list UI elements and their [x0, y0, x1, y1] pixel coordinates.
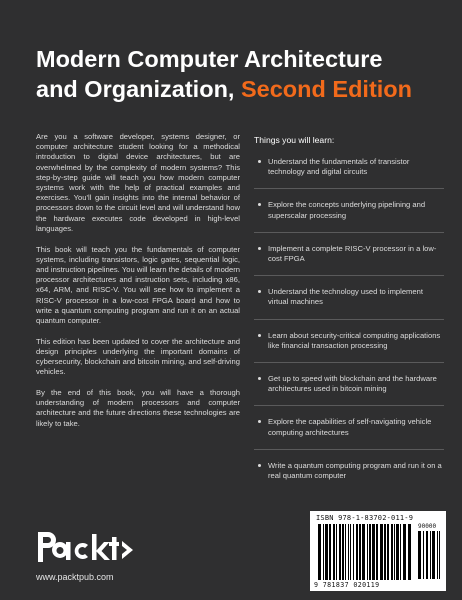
- isbn-label: ISBN 978-1-83702-011-9: [316, 514, 414, 522]
- learning-item: [254, 417, 444, 449]
- barcode-bar: [369, 524, 371, 580]
- barcode-bar: [329, 524, 331, 580]
- barcode-bar: [318, 524, 321, 580]
- barcode-bar: [336, 524, 337, 580]
- barcode-bar: [372, 524, 375, 580]
- price-addon-number: 90000: [418, 523, 437, 530]
- learning-item: [254, 287, 444, 319]
- barcode-bar: [350, 524, 351, 580]
- barcode-bar: [387, 524, 389, 580]
- barcode-bar: [356, 524, 358, 580]
- barcode-bar: [339, 524, 341, 580]
- barcode-bar: [333, 524, 335, 580]
- publisher-website[interactable]: www.packtpub.com: [36, 572, 114, 582]
- learning-item-text: Implement a complete RISC-V processor in a low-cost FPGA: [268, 243, 437, 264]
- barcode-bar: [342, 524, 344, 580]
- barcode-bar: [391, 524, 393, 580]
- bullet-icon: [258, 247, 261, 250]
- learning-item: [254, 331, 444, 363]
- learning-item-text: Understand the technology used to implement virtual machines: [268, 287, 423, 307]
- barcode-bar: [325, 524, 328, 580]
- barcode-bar: [362, 524, 365, 580]
- barcode-bar: [423, 531, 424, 579]
- description-paragraph: This book will teach you the fundamentals of computer systems, including transistors, logic gates, sequential logic, and instruction pipelines. You will learn the details of modern processor architectures and instruction sets, including x86, x64, ARM, and RISC-V. You will see how to implement a RISC-V processor in a low-cost FPGA board and how to write a quantum computing program and run it on an actual quantum computer.: [36, 244, 240, 325]
- ean-number: 9 781837 020119: [314, 581, 380, 589]
- barcode-bar: [367, 524, 368, 580]
- learning-item-text: Learn about security-critical computing applications like financial transaction processing: [268, 330, 441, 350]
- barcode-bar: [426, 531, 428, 579]
- learning-item-text: Write a quantum computing program and run it on a real quantum computer: [268, 460, 442, 481]
- barcode-bar: [348, 524, 349, 580]
- title-line-2: and Organization,: [36, 76, 241, 102]
- learning-item: [254, 461, 444, 492]
- description-paragraph: This edition has been updated to cover the architecture and design principles underlying the important domains of cybersecurity, blockchain and bitcoin mining, and self-driving vehicles.: [36, 336, 240, 377]
- learning-heading: Things you will learn:: [254, 135, 335, 145]
- learning-item-text: Explore the concepts underlying pipelining and superscalar processing: [268, 200, 426, 220]
- packt-logo-icon: [36, 528, 136, 568]
- bullet-icon: [258, 464, 261, 467]
- learning-item: [254, 374, 444, 406]
- learning-outcomes: [254, 135, 444, 503]
- addon-barcode-bars: [418, 531, 442, 581]
- barcode-bar: [394, 524, 395, 580]
- learning-item-text: Get up to speed with blockchain and the hardware architectures used in bitcoin mining: [268, 374, 437, 394]
- barcode-bar: [345, 524, 346, 580]
- barcode-bar: [323, 524, 324, 580]
- barcode-bar: [408, 524, 411, 580]
- barcode-bar: [384, 524, 386, 580]
- learning-item-text: Understand the fundamentals of transistor technology and digital circuits: [268, 157, 410, 177]
- bullet-icon: [258, 377, 261, 380]
- barcode-bar: [376, 524, 378, 580]
- barcode-bar: [400, 524, 401, 580]
- learning-item-text: Explore the capabilities of self-navigating vehicle computing architectures: [268, 417, 432, 437]
- book-title: [36, 44, 456, 104]
- ean-barcode-bars: [318, 524, 414, 582]
- barcode-bar: [430, 531, 431, 579]
- edition-label: Second Edition: [240, 76, 413, 102]
- barcode-bar: [432, 531, 435, 579]
- barcode-bar: [439, 531, 440, 579]
- barcode-bar: [437, 531, 438, 579]
- bullet-icon: [258, 203, 261, 206]
- barcode-bar: [353, 524, 354, 580]
- learning-item: [254, 157, 444, 189]
- book-description: [36, 132, 240, 439]
- title-line-1: Modern Computer Architecture: [36, 46, 383, 72]
- learning-item: [254, 200, 444, 232]
- barcode-bar: [396, 524, 399, 580]
- bullet-icon: [258, 160, 261, 163]
- barcode-bar: [380, 524, 383, 580]
- barcode-bar: [418, 531, 421, 579]
- packt-logo: [36, 528, 136, 568]
- barcode-bar: [403, 524, 406, 580]
- barcode-bar: [359, 524, 361, 580]
- description-paragraph: By the end of this book, you will have a thorough understanding of modern processors and computer architecture and the future directions these technologies are likely to take.: [36, 387, 240, 428]
- bullet-icon: [258, 290, 261, 293]
- description-paragraph: Are you a software developer, systems designer, or computer architecture student looking for a methodical introduction to digital device architectures, but are overwhelmed by the complexity of modern systems? This step-by-step guide will teach you how modern computer systems work with the help of practical examples and exercises. You'll gain insights into the internal behavior of processors down to the circuit level and will understand how the hardware executes code developed in high-level languages.: [36, 132, 240, 233]
- learning-item: [254, 244, 444, 276]
- bullet-icon: [258, 420, 261, 423]
- isbn-barcode: [310, 511, 446, 591]
- bullet-icon: [258, 334, 261, 337]
